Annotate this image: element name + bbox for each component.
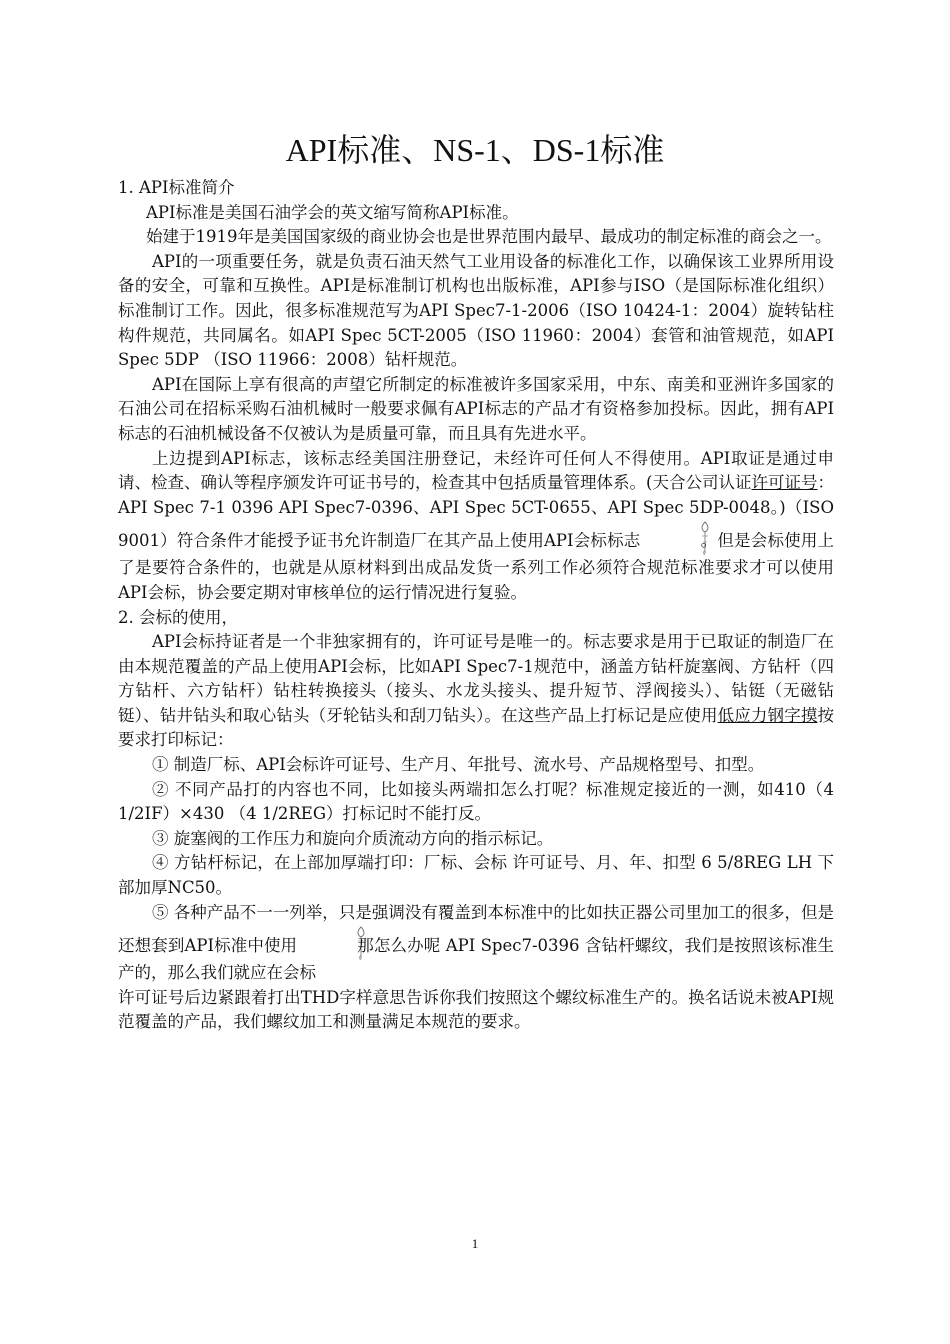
list-item-5-part-a: ⑤ 各种产品不一一列举，只是强调没有覆盖到本标准中的比如扶正器公司里加工的很多，但是还想套到API标准中使用 [118, 902, 834, 956]
paragraph-5-part-b: ：API Spec 7-1 0396 API Spec7-0396、API Spec 5CT-0655、API Spec 5DP-0048。)（ISO 9001）符合条件才能授予证书允许制造厂在其产品上使用API会标标志 [118, 473, 835, 551]
paragraph-6-part-b: 按要求打印标记： [118, 705, 835, 750]
list-item-5 [118, 901, 834, 986]
page-number: 1 [471, 1236, 479, 1251]
api-monogram-icon [307, 925, 347, 961]
document-body [118, 176, 834, 1035]
section-2-heading: 2. 会标的使用， [118, 607, 238, 627]
list-item-2: ② 不同产品打的内容也不同，比如接头两端扣怎么打呢？标准规定接近的一测，如410（4 1/2IF）×430 （4 1/2REG）打标记时不能打反。 [118, 779, 834, 824]
list-item-1: ① 制造厂标、API会标许可证号、生产月、年批号、流水号、产品规格型号、扣型。 [152, 755, 765, 775]
paragraph-6-part-a: API会标持证者是一个非独家拥有的，许可证号是唯一的。标志要求是用于已取证的制造厂在由本规范覆盖的产品上使用API会标，比如API Spec7-1规范中，涵盖方钻杆旋塞阀、方钻杆（四方钻杆、六方钻杆）钻柱转换接头（接头、水龙头接头、提升短节、浮阀接头）、钻铤（无磁钻铤）、钻井钻头和取心钻头（牙轮钻头和刮刀钻头）。在这些产品上打标记是应使用 [118, 632, 834, 725]
paragraph-1: API标准是美国石油学会的英文缩写简称API标准。 [146, 202, 519, 222]
paragraph-4: API在国际上享有很高的声望它所制定的标准被许多国家采用，中东、南美和亚洲许多国家的石油公司在招标采购石油机械时一般要求佩有API标志的产品才有资格参加投标。因此，拥有API标志的石油机械设备不仅被认为是质量可靠，而且具有先进水平。 [118, 374, 834, 443]
paragraph-6 [118, 630, 834, 753]
paragraph-5 [118, 447, 834, 606]
api-monogram-icon [651, 520, 691, 556]
low-stress-stamp-link: 低应力钢字摸 [717, 705, 818, 725]
paragraph-5-part-a: 上边提到API标志，该标志经美国注册登记，未经许可任何人不得使用。API取证是通过申请、检查、确认等程序颁发许可证书号的，检查其中包括质量管理体系。(天合公司认证 [118, 448, 834, 493]
paragraph-3: API的一项重要任务，就是负责石油天然气工业用设备的标准化工作，以确保该工业界所用设备的安全，可靠和互换性。API是标准制订机构也出版标准，API参与ISO（是国际标准化组织）标准制订工作。因此，很多标准规范写为API Spec7-1-2006（ISO 10424-1：2004）旋转钻柱构件规范，共同属名。如API Spec 5CT-2005（ISO 11960：2004）套管和油管规范，如API Spec 5DP （ISO 11966：2008）钻杆规范。 [118, 251, 834, 370]
paragraph-7: 许可证号后边紧跟着打出THD字样意思告诉你我们按照这个螺纹标准生产的。换名话说未被API规范覆盖的产品，我们螺纹加工和测量满足本规范的要求。 [118, 987, 834, 1032]
list-item-3: ③ 旋塞阀的工作压力和旋向介质流动方向的指示标记。 [152, 828, 554, 848]
document-title: API标准、NS-1、DS-1标准 [285, 132, 665, 168]
section-1-heading: 1. API标准简介 [118, 178, 235, 197]
paragraph-2: 始建于1919年是美国国家级的商业协会也是世界范围内最早、最成功的制定标准的商会之一。 [146, 227, 832, 247]
list-item-5-part-b: 那怎么办呢 API Spec7-0396 含钻杆螺纹，我们是按照该标准生产的，那么我们就应在会标 [118, 936, 834, 983]
license-number-link: 许可证号 [751, 473, 818, 493]
list-item-4: ④ 方钻杆标记，在上部加厚端打印：厂标、会标 许可证号、月、年、扣型 6 5/8REG LH 下部加厚NC50。 [118, 853, 834, 898]
paragraph-5-part-c: 。但是会标使用上了是要符合条件的，也就是从原材料到出成品发货一系列工作必须符合规范标准要求才可以使用API会标，协会要定期对审核单位的运行情况进行复验。 [118, 531, 835, 602]
